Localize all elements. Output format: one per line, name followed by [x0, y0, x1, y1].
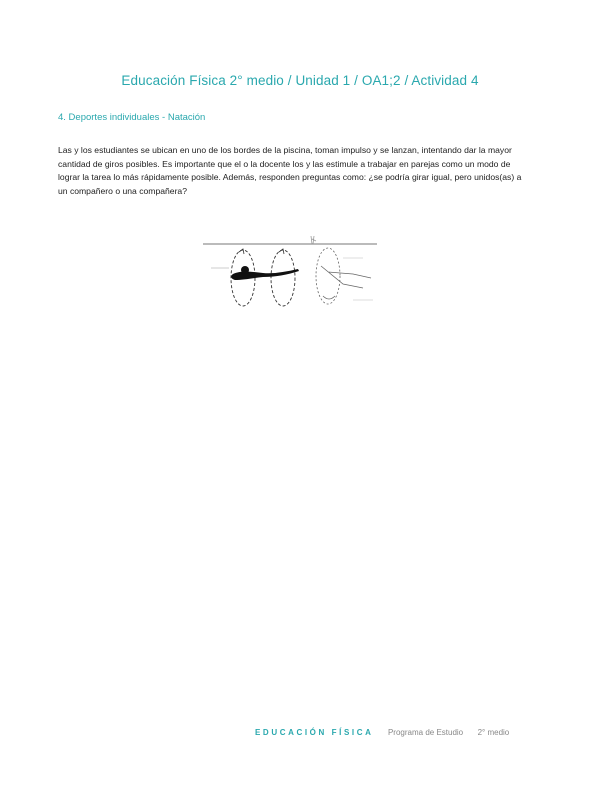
rotation-ring-right-icon — [316, 248, 340, 304]
page-title: Educación Física 2° medio / Unidad 1 / OA1;2 / Actividad 4 — [121, 73, 479, 88]
swimmer-rotation-illustration — [203, 236, 379, 310]
section-subtitle: 4. Deportes individuales - Natación — [58, 112, 206, 123]
footer-grade: 2° medio — [477, 728, 510, 737]
arrow-icon — [279, 249, 284, 254]
rotating-swimmer-sketch-icon — [321, 266, 371, 288]
footer-program: Programa de Estudio — [387, 728, 464, 737]
swimmer-head-icon — [241, 266, 249, 274]
rotation-ring-middle-icon — [271, 250, 295, 306]
swimmer-figure-svg — [203, 236, 379, 310]
footer-subject: EDUCACIÓN FÍSICA — [255, 728, 374, 737]
page-footer — [255, 728, 509, 737]
activity-description: Las y los estudiantes se ubican en uno de los bordes de la piscina, toman impulso y se lanzan, intentando dar la mayor cantidad de giros posibles. Es importante que el o la docente los y las estimule a trabajar en parejas como un modo de lograr la tarea lo más rápidamente posible. Además, responden preguntas como: ¿se podría girar igual, pero unidos(as) a un compañero o una compañera? — [58, 145, 522, 196]
standing-figure-icon — [311, 236, 316, 244]
arrow-icon — [239, 249, 244, 254]
rotation-arrow-icon — [323, 296, 335, 299]
